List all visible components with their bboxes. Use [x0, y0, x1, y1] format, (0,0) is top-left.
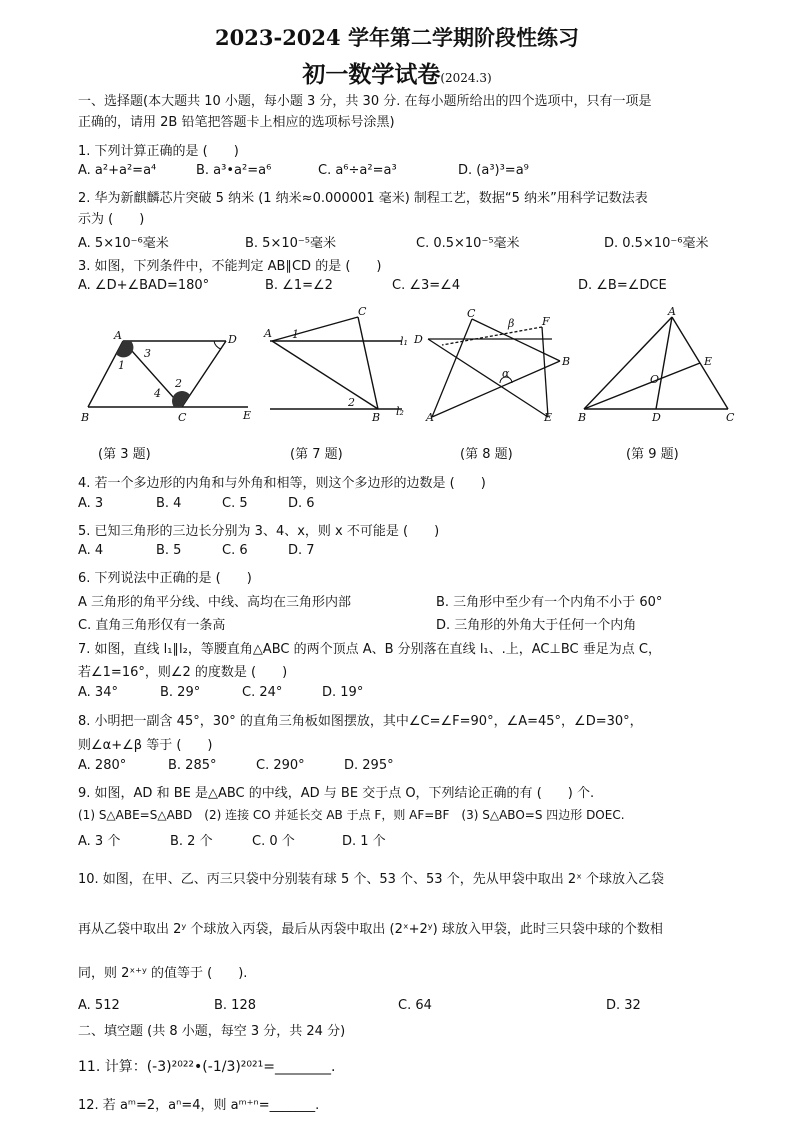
f3-label-A: A	[114, 329, 122, 342]
figure-q8	[412, 305, 572, 425]
f7-label-1: 1	[292, 328, 299, 341]
figure-q7	[262, 305, 412, 425]
q2-option-c: C. 0.5×10⁻⁵毫米	[416, 236, 520, 251]
q10-line1: 10. 如图，在甲、乙、丙三只袋中分别装有球 5 个、53 个、53 个，先从甲袋中取出 2ˣ 个球放入乙袋	[78, 872, 664, 887]
q2-option-d: D. 0.5×10⁻⁶毫米	[604, 236, 709, 251]
f3-label-C: C	[178, 411, 187, 424]
f3-label-3: 3	[144, 347, 151, 360]
f3-label-E: E	[243, 409, 252, 422]
caption-fig8: (第 8 题)	[460, 447, 513, 462]
q9-option-b: B. 2 个	[170, 834, 213, 849]
q8-option-a: A. 280°	[78, 758, 127, 773]
f3-label-B: B	[81, 411, 90, 424]
section1-line1: 一、选择题(本大题共 10 小题，每小题 3 分，共 30 分. 在每小题所给出的四个选项中，只有一项是	[78, 94, 652, 109]
f3-label-1: 1	[118, 359, 125, 372]
q7-stem-line1: 7. 如图，直线 l₁∥l₂，等腰直角△ABC 的两个顶点 A、B 分别落在直线 l₁、.上，AC⊥BC 垂足为点 C，	[78, 642, 661, 657]
f8-label-C: C	[467, 307, 476, 320]
q2-option-a: A. 5×10⁻⁶毫米	[78, 236, 169, 251]
q10-line2: 再从乙袋中取出 2ʸ 个球放入丙袋，最后从丙袋中取出 (2ˣ+2ʸ) 球放入甲袋，此时三只袋中球的个数相	[78, 922, 663, 937]
f9-label-C: C	[726, 411, 735, 424]
f8-label-B: B	[562, 355, 571, 368]
q7-option-b: B. 29°	[160, 685, 201, 700]
caption-fig3: (第 3 题)	[98, 447, 151, 462]
q6-option-c: C. 直角三角形仅有一条高	[78, 618, 226, 633]
f8-label-beta: β	[508, 317, 515, 330]
f7-label-A: A	[264, 327, 272, 340]
caption-fig7: (第 7 题)	[290, 447, 343, 462]
q7-stem-line2: 若∠1=16°，则∠2 的度数是 ( )	[78, 665, 288, 680]
f3-label-4: 4	[154, 387, 161, 400]
f3-label-2: 2	[175, 377, 182, 390]
q1-option-d: D. (a³)³=a⁹	[458, 163, 529, 178]
q10-option-c: C. 64	[398, 998, 432, 1013]
q9-statements: (1) S△ABE=S△ABD (2) 连接 CO 并延长交 AB 于点 F，则 AF=BF (3) S△ABO=S 四边形 DOEC.	[78, 808, 625, 822]
q5-option-a: A. 4	[78, 543, 104, 558]
q3-stem: 3. 如图，下列条件中，不能判定 AB∥CD 的是 ( )	[78, 259, 382, 274]
f8-label-A: A	[426, 411, 434, 424]
f9-label-B: B	[578, 411, 587, 424]
f9-label-D: D	[652, 411, 661, 424]
q6-stem: 6. 下列说法中正确的是 ( )	[78, 571, 252, 586]
f9-label-A: A	[668, 305, 676, 318]
f8-label-alpha: α	[502, 367, 510, 380]
figure-q3	[78, 325, 258, 425]
q10-option-a: A. 512	[78, 998, 120, 1013]
q5-option-d: D. 7	[288, 543, 315, 558]
f9-label-E: E	[704, 355, 713, 368]
q3-option-c: C. ∠3=∠4	[392, 278, 461, 293]
q4-option-b: B. 4	[156, 496, 182, 511]
q10-option-b: B. 128	[214, 998, 256, 1013]
f7-label-l2: l₂	[396, 405, 404, 418]
q8-option-b: B. 285°	[168, 758, 217, 773]
q6-option-a: A 三角形的角平分线、中线、高均在三角形内部	[78, 595, 352, 610]
figure-q9	[572, 305, 742, 425]
f8-label-E: E	[544, 411, 553, 424]
q8-option-d: D. 295°	[344, 758, 394, 773]
q6-option-d: D. 三角形的外角大于任何一个内角	[436, 618, 637, 633]
q5-option-b: B. 5	[156, 543, 182, 558]
q8-stem-line1: 8. 小明把一副含 45°，30° 的直角三角板如图摆放，其中∠C=∠F=90°，∠A=45°，∠D=30°，	[78, 714, 643, 729]
q3-option-b: B. ∠1=∠2	[265, 278, 333, 293]
f8-label-F: F	[542, 315, 550, 328]
q2-stem-line1: 2. 华为新麒麟芯片突破 5 纳米 (1 纳米≈0.000001 毫米) 制程工艺，数据“5 纳米”用科学记数法表	[78, 191, 648, 206]
q2-stem-line2: 示为 ( )	[78, 212, 145, 227]
q8-stem-line2: 则∠α+∠β 等于 ( )	[78, 738, 213, 753]
q9-stem: 9. 如图，AD 和 BE 是△ABC 的中线，AD 与 BE 交于点 O，下列结论正确的有 ( ) 个.	[78, 786, 595, 801]
q4-option-c: C. 5	[222, 496, 248, 511]
q1-option-a: A. a²+a²=a⁴	[78, 163, 157, 178]
q3-option-a: A. ∠D+∠BAD=180°	[78, 278, 210, 293]
q8-option-c: C. 290°	[256, 758, 305, 773]
q10-line3: 同，则 2ˣ⁺ʸ 的值等于 ( ).	[78, 966, 248, 981]
q5-stem: 5. 已知三角形的三边长分别为 3、4、x，则 x 不可能是 ( )	[78, 524, 440, 539]
q9-option-c: C. 0 个	[252, 834, 295, 849]
q7-option-c: C. 24°	[242, 685, 283, 700]
f7-label-C: C	[358, 305, 367, 318]
f7-label-l1: l₁	[400, 335, 408, 348]
f9-label-O: O	[650, 373, 660, 386]
q9-option-a: A. 3 个	[78, 834, 121, 849]
q3-option-d: D. ∠B=∠DCE	[578, 278, 667, 293]
q7-option-d: D. 19°	[322, 685, 364, 700]
q11: 11. 计算：(-3)²⁰²²•(-1/3)²⁰²¹=________.	[78, 1059, 336, 1075]
q2-option-b: B. 5×10⁻⁵毫米	[245, 236, 336, 251]
q4-option-a: A. 3	[78, 496, 104, 511]
exam-subtitle	[0, 56, 794, 89]
q1-option-b: B. a³•a²=a⁶	[196, 163, 272, 178]
q7-option-a: A. 34°	[78, 685, 118, 700]
f7-label-2: 2	[348, 396, 355, 409]
f7-label-B: B	[372, 411, 381, 424]
q1-stem: 1. 下列计算正确的是 ( )	[78, 144, 239, 159]
q9-option-d: D. 1 个	[342, 834, 386, 849]
caption-fig9: (第 9 题)	[626, 447, 679, 462]
f3-label-D: D	[228, 333, 237, 346]
section2-heading: 二、填空题 (共 8 小题，每空 3 分，共 24 分)	[78, 1024, 346, 1039]
q6-option-b: B. 三角形中至少有一个内角不小于 60°	[436, 595, 663, 610]
section1-line2: 正确的，请用 2B 铅笔把答题卡上相应的选项标号涂黑)	[78, 115, 395, 130]
q10-option-d: D. 32	[606, 998, 641, 1013]
f8-label-D: D	[414, 333, 423, 346]
subtitle-text: 初一数学试卷	[302, 61, 441, 88]
q4-stem: 4. 若一个多边形的内角和与外角和相等，则这个多边形的边数是 ( )	[78, 476, 486, 491]
q4-option-d: D. 6	[288, 496, 315, 511]
subtitle-date: (2024.3)	[440, 71, 492, 85]
q12: 12. 若 aᵐ=2，aⁿ=4，则 aᵐ⁺ⁿ=_______.	[78, 1098, 320, 1113]
q1-option-c: C. a⁶÷a²=a³	[318, 163, 397, 178]
q5-option-c: C. 6	[222, 543, 248, 558]
exam-title: 2023-2024 学年第二学期阶段性练习	[215, 25, 579, 50]
